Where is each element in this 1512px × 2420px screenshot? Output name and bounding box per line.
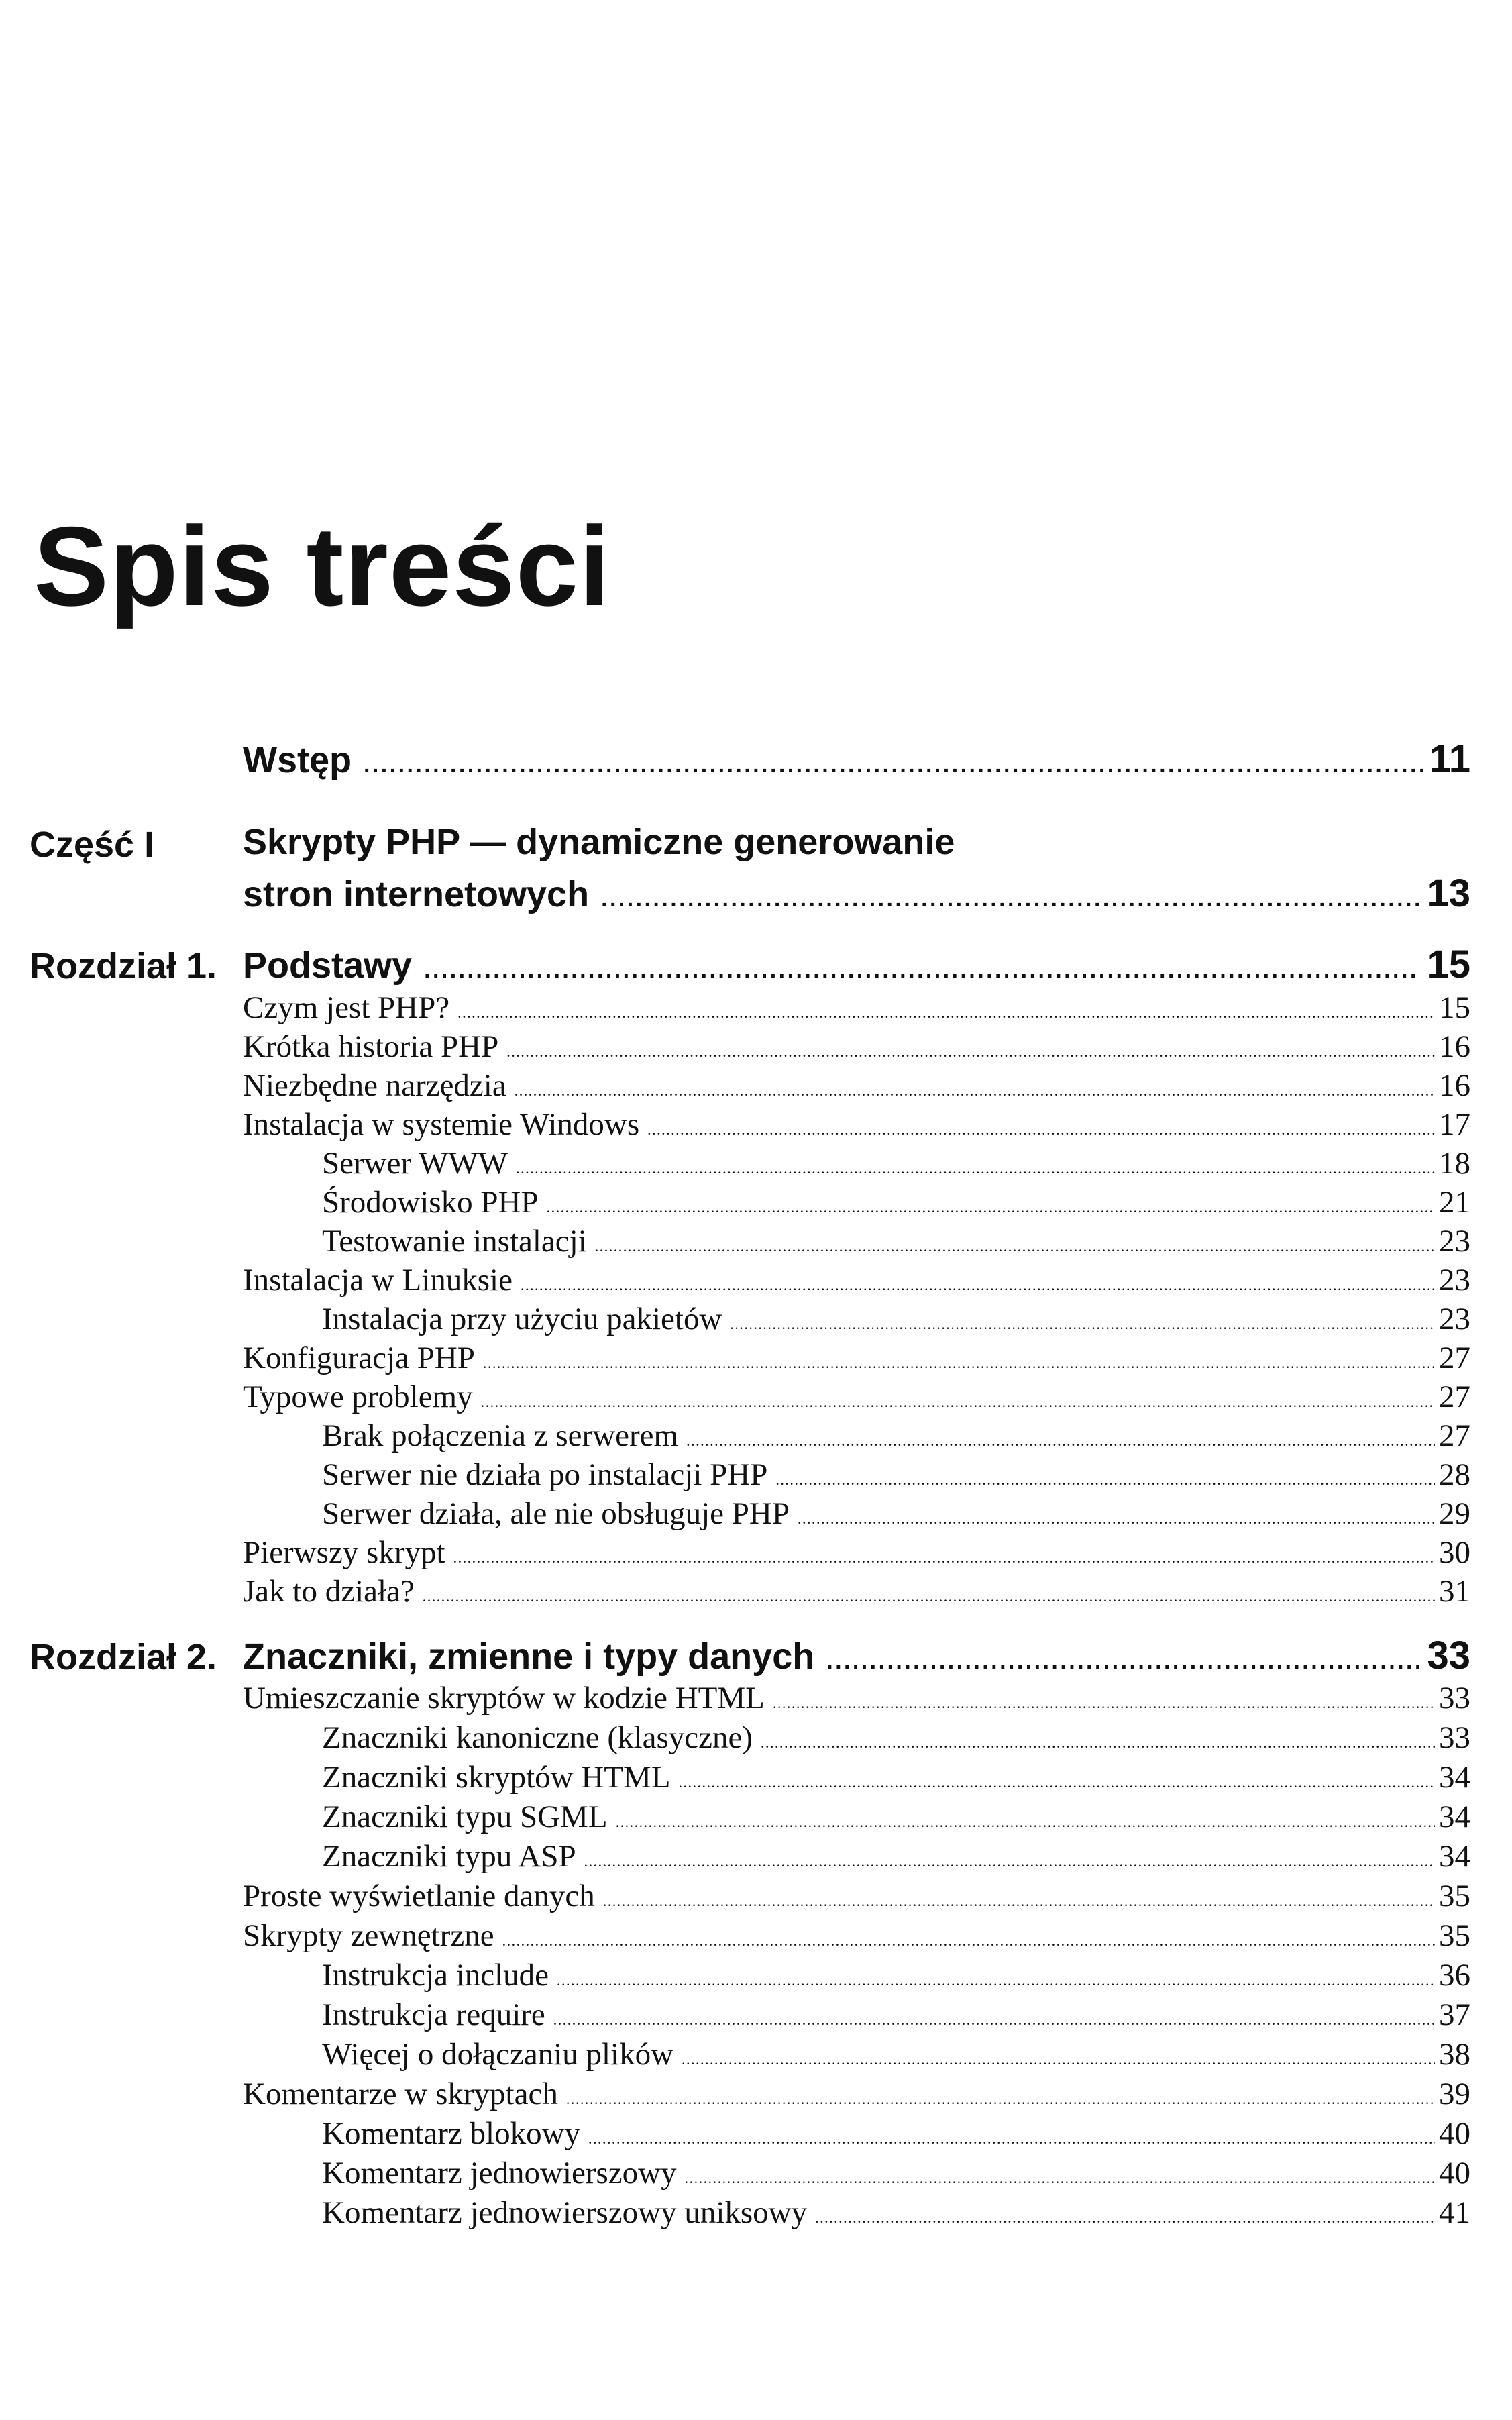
dot-leader [423, 1588, 1435, 1606]
chapter-label: Rozdział 1. [30, 946, 217, 986]
toc-entry-page: 34 [1439, 1839, 1470, 1874]
dot-leader [521, 1277, 1435, 1294]
toc-entry[interactable] [322, 1418, 1470, 1454]
toc-entry[interactable] [322, 1457, 1470, 1493]
dot-leader [682, 2051, 1435, 2068]
dot-leader [588, 2130, 1435, 2148]
toc-entry-title: Znaczniki skryptów HTML [322, 1760, 671, 1795]
toc-entry-title: Instrukcja require [322, 1997, 545, 2032]
toc-entry[interactable] [322, 1799, 1470, 1835]
toc-entry-title: Brak połączenia z serwerem [322, 1418, 679, 1453]
toc-entry-page: 37 [1439, 1997, 1470, 2032]
toc-entry[interactable] [322, 1495, 1470, 1532]
toc-entry[interactable] [243, 1106, 1470, 1143]
toc-entry[interactable] [322, 1301, 1470, 1337]
toc-entry[interactable] [243, 1917, 1470, 1954]
toc-entry-page: 23 [1439, 1224, 1470, 1259]
toc-entry-title: Serwer nie działa po instalacji PHP [322, 1457, 768, 1492]
dot-leader [453, 1549, 1435, 1567]
toc-entry-title: Środowisko PHP [322, 1185, 539, 1220]
toc-entry[interactable] [322, 1145, 1470, 1181]
dot-leader [798, 1510, 1435, 1528]
toc-entry-title: Znaczniki kanoniczne (klasyczne) [322, 1720, 753, 1755]
toc-entry-page: 16 [1439, 1029, 1470, 1064]
toc-entry-page: 33 [1427, 1634, 1470, 1677]
chapter-label: Rozdział 2. [30, 1637, 217, 1677]
toc-entry-title: Krótka historia PHP [243, 1029, 499, 1064]
dot-leader [601, 886, 1420, 912]
toc-entry[interactable] [243, 1379, 1470, 1415]
toc-entry-page: 27 [1439, 1340, 1470, 1375]
dot-leader [773, 1695, 1435, 1712]
dot-leader [686, 1432, 1435, 1450]
toc-entry-title: Znaczniki typu ASP [322, 1839, 576, 1874]
dot-leader [547, 1199, 1435, 1216]
toc-entry-title: Komentarz jednowierszowy [322, 2156, 677, 2191]
dot-leader [424, 957, 1420, 984]
toc-entry[interactable] [322, 1223, 1470, 1259]
toc-entry-title: Instalacja w Linuksie [243, 1263, 512, 1298]
toc-entry[interactable] [322, 2115, 1470, 2152]
toc-entry[interactable] [322, 1759, 1470, 1795]
toc-entry-title: Niezbędne narzędzia [243, 1068, 506, 1103]
toc-entry[interactable] [243, 1262, 1470, 1298]
toc-entry-page: 23 [1439, 1302, 1470, 1336]
toc-entry-page: 21 [1439, 1185, 1470, 1220]
toc-entry[interactable] [322, 1184, 1470, 1220]
toc-entry-title: Komentarz jednowierszowy uniksowy [322, 2195, 808, 2230]
toc-entry-part1[interactable] [243, 871, 1470, 916]
toc-entry-page: 29 [1439, 1496, 1470, 1531]
toc-entry-page: 34 [1439, 1760, 1470, 1795]
dot-leader [566, 2091, 1435, 2108]
toc-entry-title: Instrukcja include [322, 1958, 549, 1993]
toc-entry-title: Jak to działa? [243, 1574, 415, 1609]
toc-entry-title: Więcej o dołączaniu plików [322, 2037, 674, 2072]
dot-leader [515, 1082, 1435, 1100]
toc-entry-intro[interactable] [243, 737, 1470, 782]
toc-entry-title: Umieszczanie skryptów w kodzie HTML [243, 1681, 765, 1716]
toc-entry-page: 13 [1427, 872, 1470, 915]
dot-leader [595, 1238, 1435, 1255]
toc-entry-page: 38 [1439, 2037, 1470, 2072]
dot-leader [506, 1043, 1435, 1061]
toc-entry-page: 39 [1439, 2076, 1470, 2111]
toc-entry-page: 34 [1439, 1799, 1470, 1834]
toc-entry[interactable] [243, 2076, 1470, 2112]
toc-entry-page: 31 [1439, 1574, 1470, 1609]
dot-leader [826, 1648, 1420, 1675]
toc-entry-title: Podstawy [243, 945, 413, 986]
toc-entry-page: 15 [1427, 943, 1470, 986]
toc-entry-title: Serwer działa, ale nie obsługuje PHP [322, 1496, 790, 1531]
toc-entry-title: stron internetowych [243, 874, 590, 914]
toc-entry[interactable] [243, 1029, 1470, 1065]
toc-entry-page: 27 [1439, 1418, 1470, 1453]
toc-entry-chapter-2[interactable] [243, 1633, 1470, 1678]
toc-entry-title: Komentarz blokowy [322, 2116, 581, 2151]
toc-entry-page: 28 [1439, 1457, 1470, 1492]
dot-leader [557, 1972, 1435, 1989]
toc-entry-title: Instalacja w systemie Windows [243, 1107, 640, 1142]
dot-leader [553, 2011, 1435, 2029]
toc-entry[interactable] [322, 1997, 1470, 2033]
toc-entry-chapter-1[interactable] [243, 942, 1470, 987]
toc-entry-page: 41 [1439, 2195, 1470, 2230]
dot-leader [364, 752, 1423, 778]
dot-leader [516, 1160, 1435, 1177]
toc-entry-title: Instalacja przy użyciu pakietów [322, 1302, 722, 1336]
toc-entry-title: Znaczniki, zmienne i typy danych [243, 1636, 815, 1677]
toc-entry[interactable] [243, 1878, 1470, 1914]
dot-leader [457, 1004, 1435, 1022]
toc-entry[interactable] [322, 1720, 1470, 1756]
toc-entry-page: 15 [1439, 990, 1470, 1025]
dot-leader [775, 1471, 1435, 1489]
dot-leader [483, 1355, 1435, 1372]
toc-entry-title: Komentarze w skryptach [243, 2076, 558, 2111]
dot-leader [616, 1813, 1435, 1831]
toc-entry-title: Skrypty zewnętrzne [243, 1918, 494, 1953]
toc-entry[interactable] [243, 1534, 1470, 1571]
toc-entry[interactable] [243, 1573, 1470, 1610]
toc-entry-page: 18 [1439, 1146, 1470, 1181]
toc-entry[interactable] [243, 1340, 1470, 1376]
toc-entry-title: Testowanie instalacji [322, 1224, 587, 1259]
toc-entry-page: 33 [1439, 1720, 1470, 1755]
toc-entry[interactable] [322, 2155, 1470, 2191]
dot-leader [685, 2170, 1435, 2187]
toc-entry-page: 40 [1439, 2156, 1470, 2191]
dot-leader [647, 1121, 1435, 1139]
toc-entry-page: 35 [1439, 1918, 1470, 1953]
toc-entry-page: 16 [1439, 1068, 1470, 1103]
part-label: Część I [30, 825, 155, 865]
toc-entry-page: 33 [1439, 1681, 1470, 1716]
dot-leader [761, 1734, 1435, 1752]
toc-entry-page: 17 [1439, 1107, 1470, 1142]
toc-entry-page: 23 [1439, 1263, 1470, 1298]
toc-entry[interactable] [243, 1680, 1470, 1716]
toc-entry-page: 30 [1439, 1535, 1470, 1570]
toc-entry-page: 40 [1439, 2116, 1470, 2151]
toc-entry-title: Serwer WWW [322, 1146, 508, 1181]
toc-entry[interactable] [322, 2036, 1470, 2072]
toc-entry-title: Czym jest PHP? [243, 990, 450, 1025]
toc-entry-page: 36 [1439, 1958, 1470, 1993]
dot-leader [603, 1893, 1435, 1910]
toc-entry-page: 35 [1439, 1879, 1470, 1913]
dot-leader [584, 1853, 1435, 1871]
toc-entry-page: 27 [1439, 1379, 1470, 1414]
dot-leader [815, 2209, 1435, 2227]
toc-entry-title: Pierwszy skrypt [243, 1535, 445, 1570]
toc-entry[interactable] [322, 2195, 1470, 2231]
toc-entry[interactable] [322, 1838, 1470, 1875]
dot-leader [481, 1393, 1435, 1411]
toc-entry[interactable] [243, 990, 1470, 1026]
toc-entry-title: Konfiguracja PHP [243, 1340, 475, 1375]
toc-entry-title: Proste wyświetlanie danych [243, 1879, 595, 1913]
toc-entry[interactable] [322, 1957, 1470, 1993]
toc-entry-page: 11 [1429, 737, 1470, 781]
toc-entry[interactable] [243, 1067, 1470, 1104]
toc-entry-title: Typowe problemy [243, 1379, 473, 1414]
toc-entry-title: Znaczniki typu SGML [322, 1799, 608, 1834]
toc-entry-title: Wstęp [243, 740, 352, 780]
page-title: Spis treści [34, 503, 611, 629]
dot-leader [502, 1932, 1435, 1950]
dot-leader [679, 1774, 1435, 1791]
dot-leader [730, 1316, 1435, 1333]
part-title-line1: Skrypty PHP — dynamiczne generowanie [243, 822, 955, 862]
